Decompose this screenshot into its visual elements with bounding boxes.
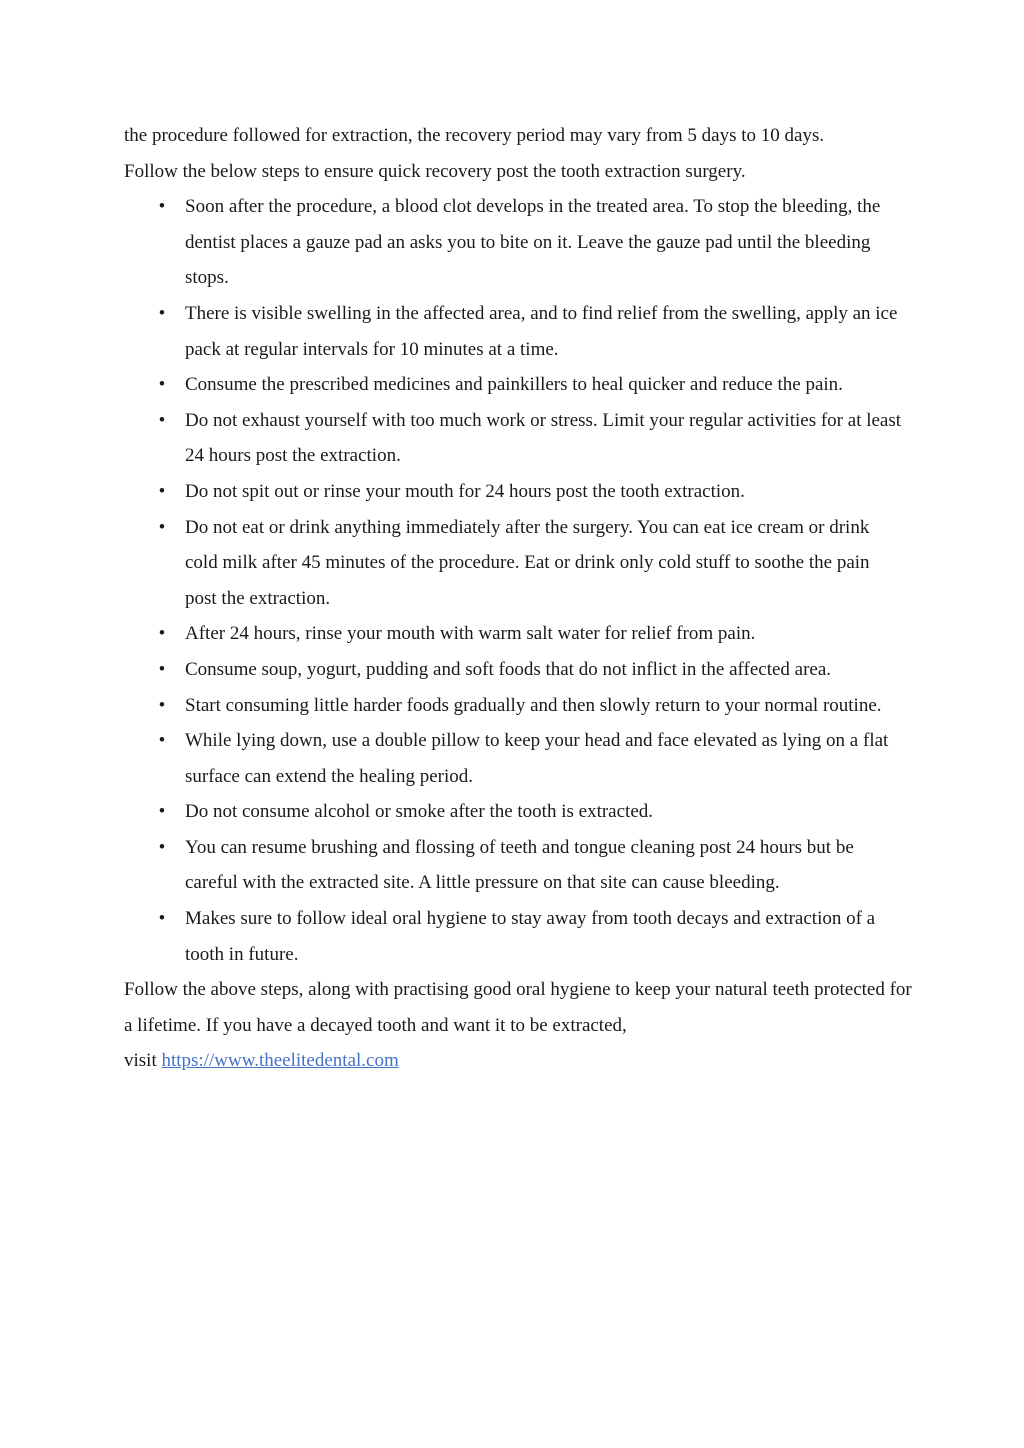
list-item-text: Start consuming little harder foods gradually and then slowly return to your normal routine. [185,694,882,716]
bullet-icon: • [158,658,166,680]
list-item [124,794,905,830]
list-item-text: Consume soup, yogurt, pudding and soft foods that do not inflict in the affected area. [185,658,832,680]
list-item [124,296,905,367]
list-item [124,830,905,901]
bullet-icon: • [158,516,166,538]
list-item-text: Do not consume alcohol or smoke after the tooth is extracted. [185,801,654,823]
document-page [124,118,914,1079]
bullet-icon: • [158,196,166,218]
closing-text: Follow the above steps, along with practising good oral hygiene to keep your natural teeth protected for a lifetime. If you have a decayed tooth and want it to be extracted, [124,979,912,1036]
list-item-text: Soon after the procedure, a blood clot develops in the treated area. To stop the bleeding, the dentist places a gauze pad an asks you to bite on it. Leave the gauze pad until the bleeding stops. [185,196,881,289]
bullet-icon: • [158,801,166,823]
list-item [124,616,905,652]
list-item [124,688,905,724]
list-item-text: You can resume brushing and flossing of teeth and tongue cleaning post 24 hours but be careful with the extracted site. A little pressure on that site can cause bleeding. [185,836,854,894]
list-item [124,510,905,617]
visit-label: visit [124,1050,157,1072]
bullet-icon: • [158,480,166,502]
list-item [124,189,905,296]
list-item [124,652,905,688]
closing-paragraph [124,972,914,1079]
bullet-icon: • [158,836,166,858]
bullet-icon: • [158,623,166,645]
list-item [124,474,905,510]
bullet-icon: • [158,694,166,716]
list-item-text: Makes sure to follow ideal oral hygiene to stay away from tooth decays and extraction of a tooth in future. [185,908,876,965]
list-item [124,403,905,474]
list-item-text: Do not exhaust yourself with too much work or stress. Limit your regular activities for at least 24 hours post the extraction. [185,409,902,467]
list-item [124,723,905,794]
list-item-text: Consume the prescribed medicines and painkillers to heal quicker and reduce the pain. [185,374,843,396]
intro-line-2: Follow the below steps to ensure quick recovery post the tooth extraction surgery. [124,160,746,182]
list-item-text: Do not eat or drink anything immediately after the surgery. You can eat ice cream or drink cold milk after 45 minutes of the procedure. Eat or drink only cold stuff to soothe the pain post the extraction. [185,516,870,609]
list-item-text: There is visible swelling in the affected area, and to find relief from the swelling, apply an ice pack at regular intervals for 10 minutes at a time. [185,302,898,360]
bullet-icon: • [158,409,166,431]
list-item [124,367,905,403]
list-item [124,901,905,972]
bullet-icon: • [158,302,166,324]
bullet-icon: • [158,908,166,930]
bullet-icon: • [158,730,166,752]
bullet-icon: • [158,374,166,396]
website-link[interactable]: https://www.theelitedental.com [161,1050,399,1072]
intro-line-1: the procedure followed for extraction, the recovery period may vary from 5 days to 10 days. [124,125,825,146]
list-item-text: After 24 hours, rinse your mouth with warm salt water for relief from pain. [185,623,756,645]
list-item-text: Do not spit out or rinse your mouth for 24 hours post the tooth extraction. [185,480,745,502]
list-item-text: While lying down, use a double pillow to keep your head and face elevated as lying on a flat surface can extend the healing period. [185,730,889,787]
recovery-steps-list [124,189,914,972]
